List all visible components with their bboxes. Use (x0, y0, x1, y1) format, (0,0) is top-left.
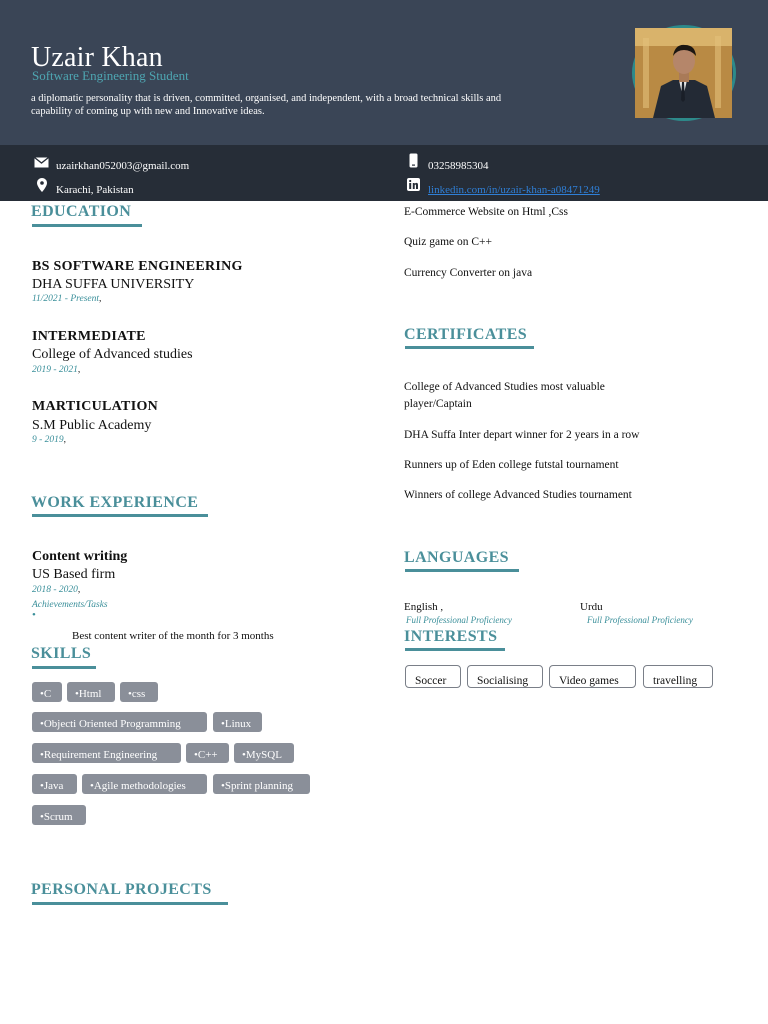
language-level: Full Professional Proficiency (406, 615, 512, 625)
education-school: S.M Public Academy (32, 418, 152, 433)
certificate-item: College of Advanced Studies most valuable player/Captain (404, 381, 605, 410)
resume-header (0, 0, 768, 145)
education-date: 2019 - 2021, (32, 365, 81, 375)
work-company: US Based firm (32, 567, 116, 582)
education-degree: INTERMEDIATE (32, 329, 146, 344)
education-date: 11/2021 - Present, (32, 294, 102, 304)
personal-projects-underline (32, 902, 228, 905)
skill-tag: •css (120, 682, 158, 702)
education-heading: EDUCATION (31, 203, 132, 220)
interests-heading: INTERESTS (404, 628, 498, 645)
work-experience-heading: WORK EXPERIENCE (31, 494, 199, 511)
linkedin-icon (407, 178, 420, 196)
language-name: Urdu (580, 601, 603, 613)
candidate-name: Uzair Khan (31, 42, 163, 73)
envelope-icon (34, 155, 49, 173)
certificate-item: Winners of college Advanced Studies tournament (404, 489, 632, 501)
project-item: Quiz game on C++ (404, 236, 493, 248)
certificate-item: Runners up of Eden college futstal tournament (404, 459, 619, 471)
language-name: English , (404, 601, 444, 613)
work-date: 2018 - 2020, (32, 585, 81, 595)
profile-summary: a diplomatic personality that is driven, committed, organised, and independent, with a broad technical skills and capability of coming up with new and Innovative ideas. (31, 93, 502, 117)
contact-bar (0, 145, 768, 201)
interest-tag: Video games (549, 665, 636, 688)
certificates-heading: CERTIFICATES (404, 326, 528, 343)
skill-tag: •C++ (186, 743, 229, 763)
project-item: E-Commerce Website on Html ,Css (404, 206, 568, 218)
education-school: DHA SUFFA UNIVERSITY (32, 277, 195, 292)
languages-heading: LANGUAGES (404, 549, 509, 566)
phone-text[interactable]: 03258985304 (428, 160, 489, 172)
education-underline (32, 224, 142, 227)
skill-tag: •MySQL (234, 743, 294, 763)
interest-tag: Socialising (467, 665, 543, 688)
location-pin-icon (37, 178, 47, 197)
work-role: Content writing (32, 549, 128, 564)
education-school: College of Advanced studies (32, 347, 193, 362)
certificate-item: DHA Suffa Inter depart winner for 2 years in a row (404, 429, 640, 441)
interest-tag: Soccer (405, 665, 461, 688)
location-text: Karachi, Pakistan (56, 184, 134, 196)
candidate-title: Software Engineering Student (32, 68, 189, 83)
skill-tag: •C (32, 682, 62, 702)
skill-tag: •Requirement Engineering (32, 743, 181, 763)
skill-tag: •Objecti Oriented Programming (32, 712, 207, 732)
education-date: 9 - 2019, (32, 435, 67, 445)
work-bullet: • (32, 609, 36, 621)
education-degree: BS SOFTWARE ENGINEERING (32, 259, 243, 274)
email-text[interactable]: uzairkhan052003@gmail.com (56, 160, 190, 172)
skill-tag: •Html (67, 682, 115, 702)
linkedin-link[interactable]: linkedin.com/in/uzair-khan-a08471249 (428, 184, 600, 196)
skills-underline (32, 666, 96, 669)
work-achievements-label: Achievements/Tasks (32, 600, 108, 610)
education-degree: MARTICULATION (32, 399, 159, 414)
skill-tag: •Scrum (32, 805, 86, 825)
skill-tag: •Sprint planning (213, 774, 310, 794)
interests-underline (405, 648, 505, 651)
languages-underline (405, 569, 519, 572)
skill-tag: •Linux (213, 712, 262, 732)
skill-tag: •Agile methodologies (82, 774, 207, 794)
skill-tag: •Java (32, 774, 77, 794)
skills-heading: SKILLS (31, 645, 92, 662)
work-achievement: Best content writer of the month for 3 months (72, 630, 274, 642)
work-experience-underline (32, 514, 208, 517)
personal-projects-heading: PERSONAL PROJECTS (31, 881, 212, 898)
phone-icon (409, 153, 418, 173)
interest-tag: travelling (643, 665, 713, 688)
profile-photo (635, 28, 732, 118)
certificates-underline (405, 346, 534, 349)
language-level: Full Professional Proficiency (587, 615, 693, 625)
project-item: Currency Converter on java (404, 267, 533, 279)
